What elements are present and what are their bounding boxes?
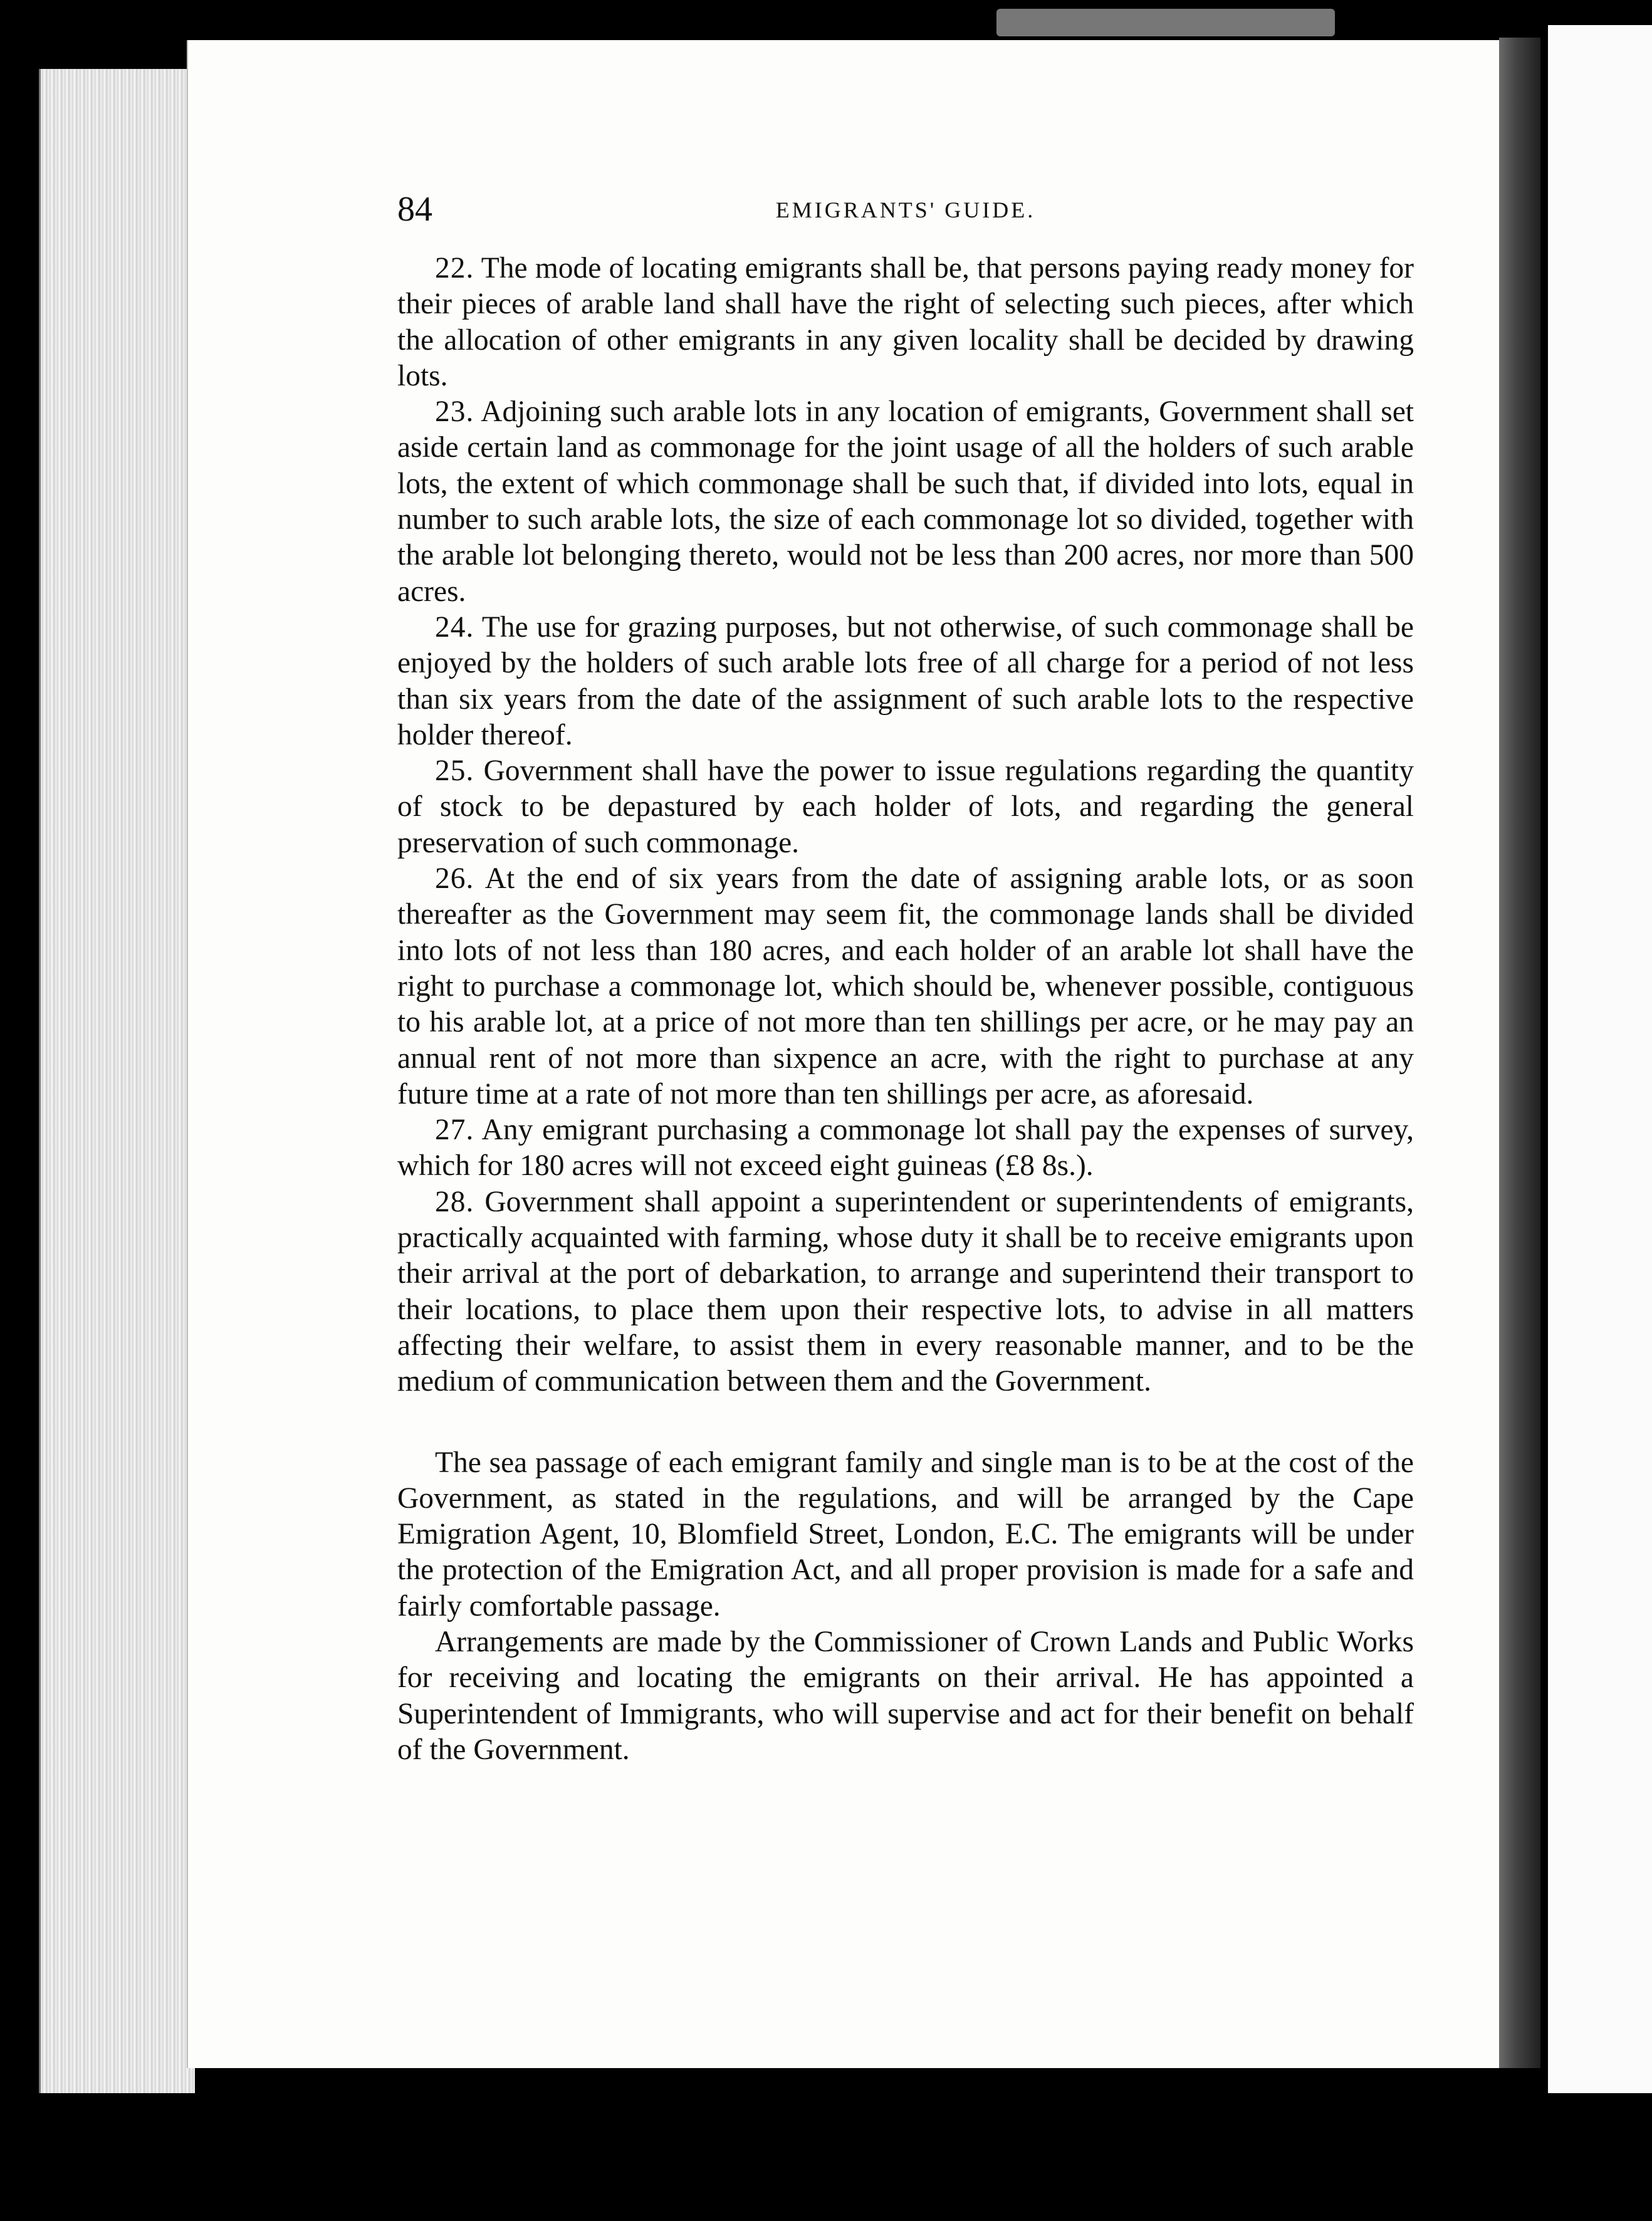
clause-number: 26. — [435, 862, 474, 896]
clause-text: The mode of locating emigrants shall be, that persons paying ready money for their pieces of arable land shall have the right of selecting such pieces, after which the allocation of other emigrants in any given locality shall be decided by drawing lots. — [397, 252, 1414, 392]
clause-22 — [397, 251, 1414, 394]
clause-text: Adjoining such arable lots in any location of emigrants, Government shall set aside certain land as commonage for the joint usage of all the holders of such arable lots, the extent of which commonage shall be such that, if divided into lots, equal in number to such arable lots, the size of each commonage lot so divided, together with the arable lot belonging thereto, would not be less than 200 acres, nor more than 500 acres. — [397, 395, 1414, 608]
page-body — [397, 251, 1414, 1768]
scan-smudge — [996, 9, 1335, 36]
running-title: EMIGRANTS' GUIDE. — [775, 197, 1036, 222]
clause-25 — [397, 753, 1414, 861]
page-number: 84 — [397, 190, 432, 229]
paragraph-sea-passage: The sea passage of each emigrant family and single man is to be at the cost of the Government, as stated in the regulations, and will be arranged by the Cape Emigration Agent, 10, Blomfield Street, London, E.C. The emigrants will be under the protection of the Emigration Act, and all proper provision is made for a safe and fairly comfortable passage. — [397, 1446, 1414, 1623]
clause-26 — [397, 861, 1414, 1112]
clause-text: Government shall have the power to issue regulations regarding the quantity of stock to be depastured by each holder of lots, and regarding the general preservation of such commonage. — [397, 755, 1414, 859]
paragraph-arrangements: Arrangements are made by the Commissioner of Crown Lands and Public Works for receiving and locating the emigrants on their arrival. He has appointed a Superintendent of Immigrants, who will supervise and act for their benefit on behalf of the Government. — [397, 1625, 1414, 1766]
clause-number: 22. — [435, 252, 474, 285]
clause-text: Any emigrant purchasing a commonage lot shall pay the expenses of survey, which for 180 acres will not exceed eight guineas (£8 8s.). — [397, 1114, 1414, 1183]
clause-number: 23. — [435, 395, 474, 429]
clause-text: Government shall appoint a superintendent or superintendents of emigrants, practically acquainted with farming, whose duty it shall be to receive emigrants upon their arrival at the port of debarkation, to arrange and superintend their transport to their locations, to place them upon their respective lots, to advise in all matters affecting their welfare, to assist them in every reasonable manner, and to be the medium of communication between them and the Government. — [397, 1185, 1414, 1398]
clause-text: At the end of six years from the date of assigning arable lots, or as soon thereafter as the Government may seem fit, the commonage lands shall be divided into lots of not less than 180 acres, and each holder of an arable lot shall have the right to purchase a commonage lot, which should be, whenever possible, contiguous to his arable lot, at a price of not more than ten shillings per acre, or he may pay an annual rent of not more than sixpence an acre, with the right to purchase at any future time at a rate of not more than ten shillings per acre, as aforesaid. — [397, 862, 1414, 1110]
book-gutter-shadow — [1499, 38, 1540, 2068]
clause-number: 25. — [435, 755, 474, 788]
facing-page-edge — [1548, 25, 1652, 2093]
clause-27 — [397, 1112, 1414, 1184]
clause-number: 27. — [435, 1114, 474, 1147]
clause-28 — [397, 1184, 1414, 1400]
clause-text: The use for grazing purposes, but not otherwise, of such commonage shall be enjoyed by the holders of such arable lots free of all charge for a period of not less than six years from the date of the assignment of such arable lots to the respective holder thereof. — [397, 610, 1414, 751]
book-page-edges — [39, 69, 195, 2093]
clause-number: 24. — [435, 610, 474, 644]
clause-24 — [397, 610, 1414, 753]
clause-23 — [397, 394, 1414, 610]
page-header — [397, 189, 1414, 239]
clause-number: 28. — [435, 1185, 474, 1218]
